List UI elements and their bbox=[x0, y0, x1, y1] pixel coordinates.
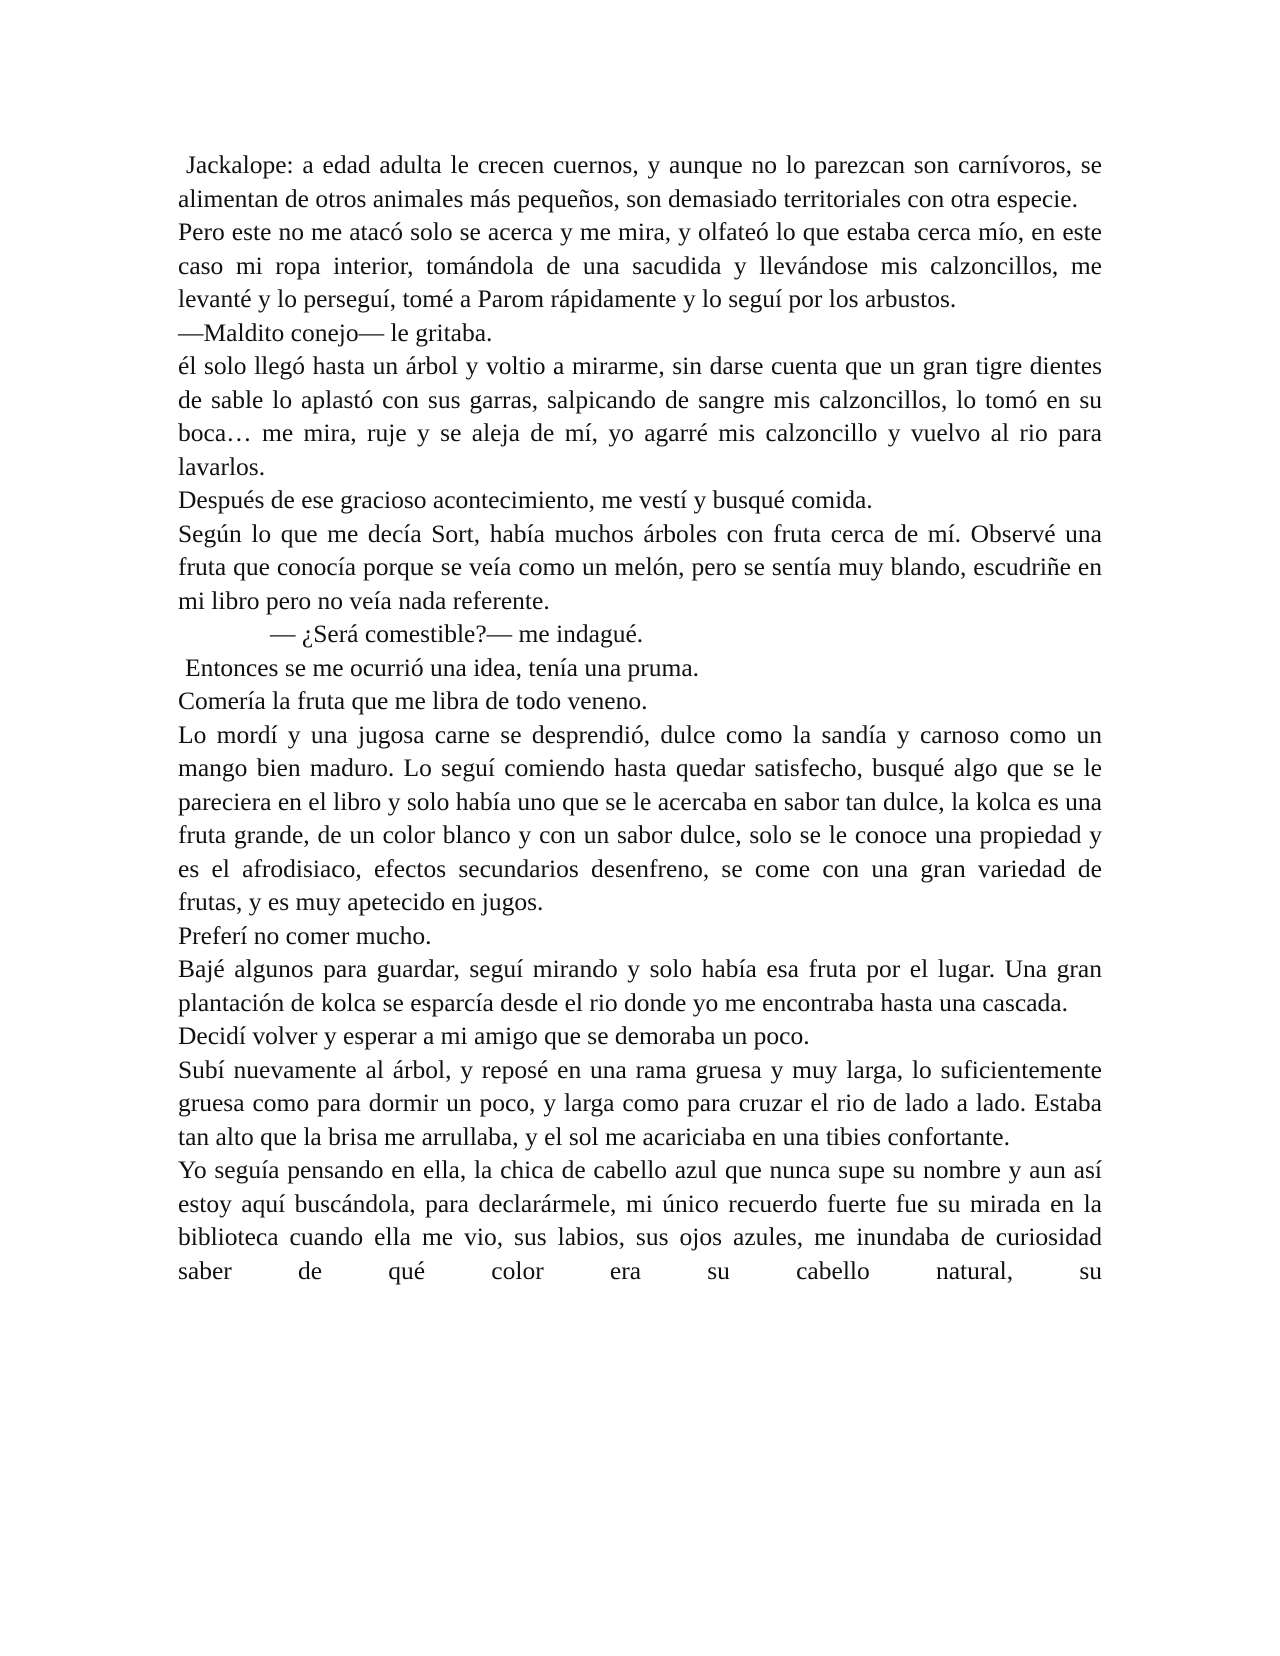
paragraph-plantation: Bajé algunos para guardar, seguí mirando y solo había esa fruta por el lugar. Una gran plantación de kolca se esparcía desde el rio donde yo me encontraba hasta una cascada. bbox=[178, 954, 1102, 1017]
paragraph-idea: Entonces se me ocurrió una idea, tenía una pruma. bbox=[185, 652, 700, 682]
dialog-maldito-conejo: —Maldito conejo— le gritaba. bbox=[178, 317, 493, 347]
paragraph-jackalope: Jackalope: a edad adulta le crecen cuernos, y aunque no lo parezcan son carnívoros, se alimentan de otros animales más pequeños, son demasiado territoriales con otra especie. bbox=[178, 150, 1102, 213]
paragraph-blue-hair: Yo seguía pensando en ella, la chica de cabello azul que nunca supe su nombre y aun así estoy aquí buscándola, para declarármele, mi único recuerdo fuerte fue su mirada en la biblioteca cuando ella me vio, sus labios, sus ojos azules, me inundaba de curiosidad saber de qué color era su cabello natural, su bbox=[178, 1155, 1102, 1285]
dialog-comestible: — ¿Será comestible?— me indagué. bbox=[270, 619, 644, 648]
paragraph-tree: Subí nuevamente al árbol, y reposé en una rama gruesa y muy larga, lo suficientemente gruesa como para dormir un poco, y larga como para cruzar el rio de lado a lado. Estaba tan alto que la brisa me arrullaba, y el sol me acariciaba en una tibies confortante. bbox=[178, 1054, 1102, 1151]
paragraph-fruit: Según lo que me decía Sort, había muchos árboles con fruta cerca de mí. Observé una fruta que conocía porque se veía como un melón, pero se sentía muy blando, escudriñe en mi libro pero no veía nada referente. bbox=[178, 518, 1102, 615]
paragraph-food: Después de ese gracioso acontecimiento, me vestí y busqué comida. bbox=[178, 485, 873, 514]
body-text bbox=[178, 148, 1102, 1287]
paragraph-tiger: él solo llegó hasta un árbol y voltio a mirarme, sin darse cuenta que un gran tigre dientes de sable lo aplastó con sus garras, salpicando de sangre mis calzoncillos, lo tomó en su boca… me mira, ruje y se aleja de mí, yo agarré mis calzoncillo y vuelvo al rio para lavarlos. bbox=[178, 351, 1102, 481]
paragraph-wait: Decidí volver y esperar a mi amigo que se demoraba un poco. bbox=[178, 1021, 810, 1050]
paragraph-kolca: Lo mordí y una jugosa carne se desprendió, dulce como la sandía y carnoso como un mango bien maduro. Lo seguí comiendo hasta quedar satisfecho, busqué algo que se le pareciera en el libro y solo había uno que se le acercaba en sabor tan dulce, la kolca es una fruta grande, de un color blanco y con un sabor dulce, solo se le conoce una propiedad y es el afrodisiaco, efectos secundarios desenfreno, se come con una gran variedad de frutas, y es muy apetecido en jugos. bbox=[178, 719, 1102, 916]
paragraph-prefer: Preferí no comer mucho. bbox=[178, 920, 432, 950]
paragraph-underwear: Pero este no me atacó solo se acerca y me mira, y olfateó lo que estaba cerca mío, en este caso mi ropa interior, tomándola de una sacudida y llevándose mis calzoncillos, me levanté y lo perseguí, tomé a Parom rápidamente y lo seguí por los arbustos. bbox=[178, 217, 1102, 313]
paragraph-eat: Comería la fruta que me libra de todo veneno. bbox=[178, 686, 648, 715]
